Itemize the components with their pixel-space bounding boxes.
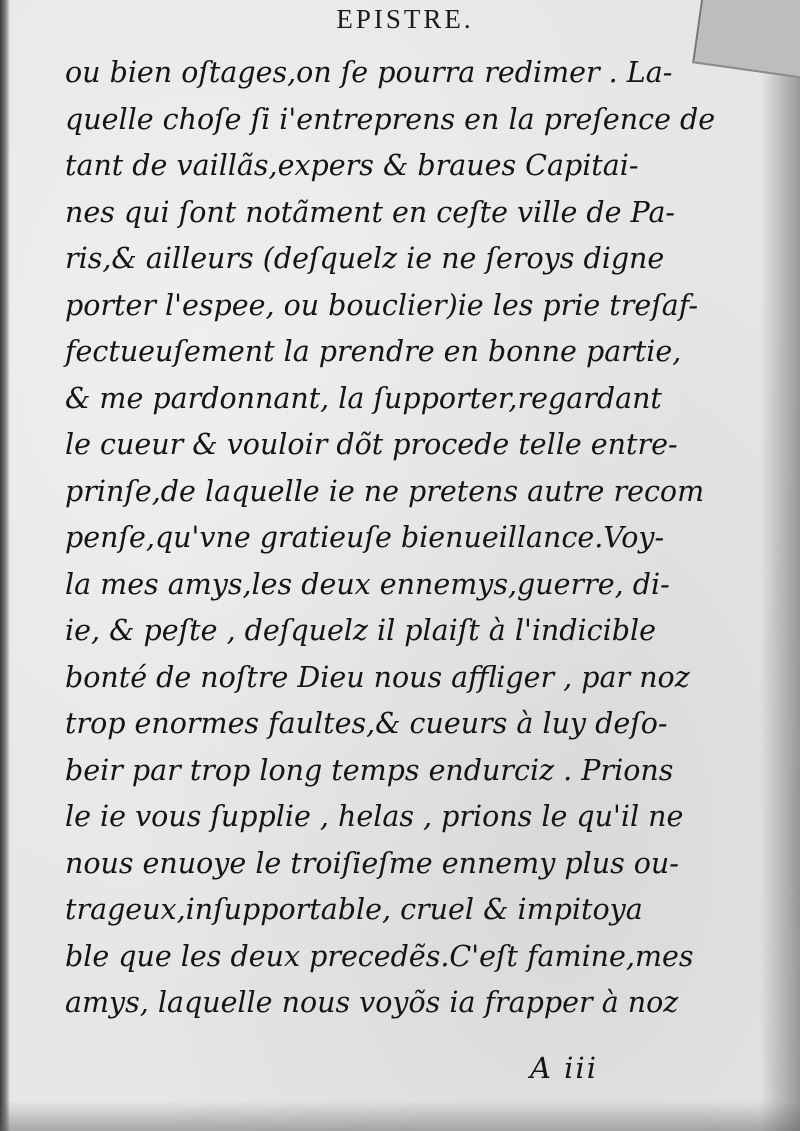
text-line: tant de vaillãs,expers & braues Capitai-	[65, 149, 639, 182]
text-line: penſe,qu'vne gratieuſe bienueillance.Voy-	[65, 521, 665, 554]
text-line: nous enuoye le troiſieſme ennemy plus ou-	[65, 846, 679, 880]
text-line: quelle choſe ſi i'entreprens en la preſence de	[65, 102, 716, 136]
text-line: bonté de noſtre Dieu nous affliger , par noz	[65, 660, 690, 694]
text-line: amys, laquelle nous voyõs ia frapper à noz	[65, 986, 679, 1019]
text-line: ble que les deux precedẽs.C'eſt famine,mes	[65, 939, 694, 973]
text-line: le ie vous ſupplie , helas , prions le qu'il ne	[65, 800, 684, 833]
text-line: prinſe,de laquelle ie ne pretens autre recom	[65, 474, 705, 508]
body-text	[65, 50, 755, 1027]
text-line: nes qui ſont notãment en ceſte ville de Pa-	[65, 195, 676, 229]
text-line: ie, & peſte , deſquelz il plaiſt à l'indicible	[65, 614, 656, 647]
text-line: trop enormes faultes,& cueurs à luy deſo-	[65, 707, 668, 740]
text-line: fectueuſement la prendre en bonne partie,	[65, 335, 682, 368]
signature-mark: A iii	[530, 1051, 598, 1085]
text-line: le cueur & vouloir dõt procede telle entre-	[65, 428, 678, 461]
text-line: ris,& ailleurs (deſquelz ie ne ſeroys digne	[65, 242, 665, 275]
page-binding-edge	[0, 0, 10, 1131]
page-edge-shadow	[760, 0, 800, 1131]
text-line: beir par trop long temps endurciz . Prions	[65, 753, 674, 787]
text-line: porter l'espee, ou bouclier)ie les prie treſaf-	[65, 288, 698, 322]
text-line: la mes amys,les deux ennemys,guerre, di-	[65, 567, 670, 601]
text-line: & me pardonnant, la ſupporter,regardant	[65, 381, 662, 415]
text-line: trageux,inſupportable, cruel & impitoya	[65, 893, 643, 926]
text-line: ou bien oſtages,on ſe pourra redimer . La-	[65, 56, 673, 89]
running-head: EPISTRE.	[336, 4, 474, 34]
page-bottom-shadow	[0, 1101, 800, 1131]
